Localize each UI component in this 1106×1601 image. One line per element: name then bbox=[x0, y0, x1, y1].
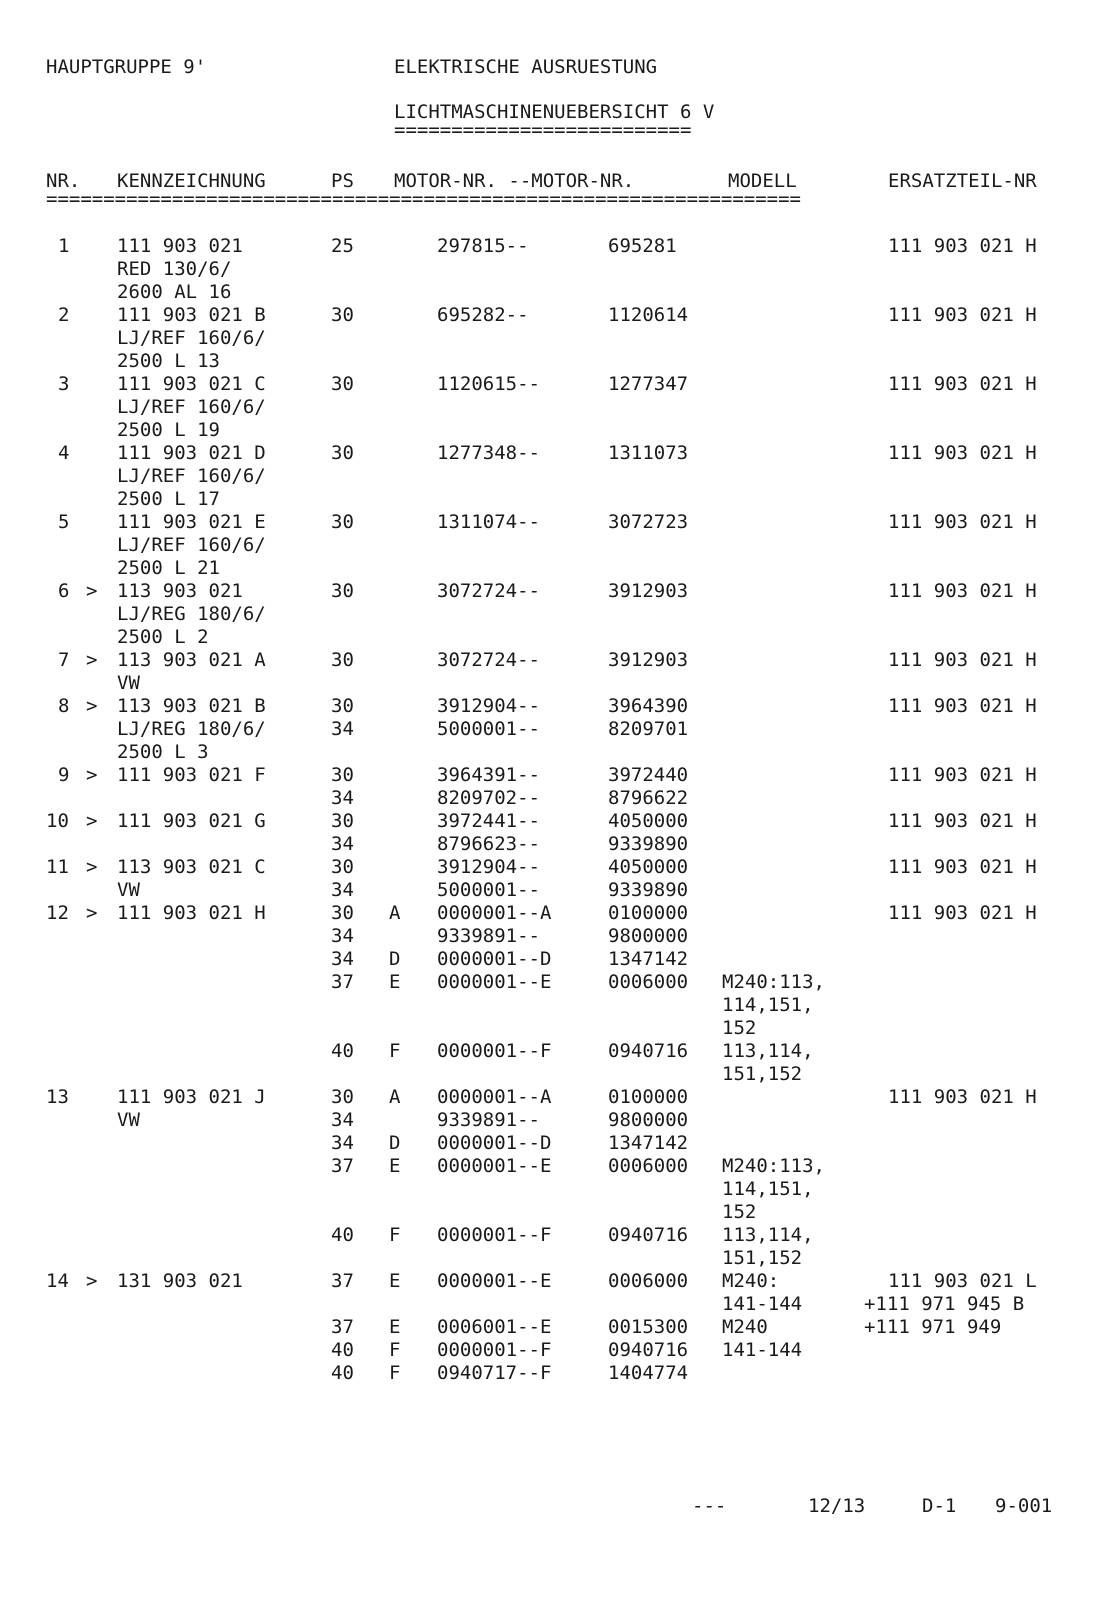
footer-code: D-1 bbox=[922, 1495, 957, 1517]
kennzeichnung-line: LJ/REG 180/6/ bbox=[117, 718, 266, 740]
footer-dashes: --- bbox=[692, 1495, 727, 1517]
motor-nr-to: 0015300 bbox=[608, 1316, 689, 1338]
ps-value: 40 bbox=[331, 1224, 354, 1246]
motor-nr-from: 0000001--A bbox=[437, 1086, 552, 1108]
motor-nr-to: 8209701 bbox=[608, 718, 689, 740]
ps-value: 25 bbox=[331, 235, 354, 257]
ps-value: 37 bbox=[331, 1270, 354, 1292]
motor-nr-from: 0006001--E bbox=[437, 1316, 552, 1338]
motor-code: D bbox=[389, 1132, 401, 1154]
ersatzteil-nr: 111 903 021 H bbox=[888, 764, 1037, 786]
page-title: ELEKTRISCHE AUSRUESTUNG bbox=[394, 56, 658, 78]
ersatzteil-nr: 111 903 021 H bbox=[888, 810, 1037, 832]
row-number: 11 bbox=[46, 856, 69, 878]
footer-page-number: 12/13 bbox=[808, 1495, 866, 1517]
kennzeichnung-line: RED 130/6/ bbox=[117, 258, 232, 280]
motor-nr-to: 3964390 bbox=[608, 695, 689, 717]
ersatzteil-nr: 111 903 021 H bbox=[888, 856, 1037, 878]
motor-nr-to: 4050000 bbox=[608, 856, 689, 878]
modell-value: M240: bbox=[722, 1270, 780, 1292]
motor-nr-to: 3072723 bbox=[608, 511, 689, 533]
kennzeichnung-line: 111 903 021 E bbox=[117, 511, 266, 533]
row-number: 6 bbox=[58, 580, 70, 602]
ersatzteil-nr: 111 903 021 H bbox=[888, 235, 1037, 257]
col-header-modell: MODELL bbox=[728, 170, 797, 192]
modell-value: M240:113, bbox=[722, 1155, 825, 1177]
motor-code: F bbox=[389, 1040, 401, 1062]
motor-nr-to: 8796622 bbox=[608, 787, 689, 809]
row-number: 5 bbox=[58, 511, 70, 533]
kennzeichnung-line: 111 903 021 D bbox=[117, 442, 266, 464]
motor-code: D bbox=[389, 948, 401, 970]
ps-value: 30 bbox=[331, 649, 354, 671]
motor-nr-to: 1347142 bbox=[608, 1132, 689, 1154]
col-header-motor-nr: MOTOR-NR. --MOTOR-NR. bbox=[394, 170, 635, 192]
motor-nr-to: 0006000 bbox=[608, 1155, 689, 1177]
subtitle-underline: ========================== bbox=[394, 119, 692, 141]
kennzeichnung-line: 111 903 021 J bbox=[117, 1086, 266, 1108]
modell-value: 113,114, bbox=[722, 1224, 814, 1246]
row-number: 8 bbox=[58, 695, 70, 717]
ps-value: 30 bbox=[331, 695, 354, 717]
motor-nr-from: 9339891-- bbox=[437, 1109, 540, 1131]
motor-nr-from: 5000001-- bbox=[437, 718, 540, 740]
motor-nr-from: 8796623-- bbox=[437, 833, 540, 855]
motor-nr-to: 3912903 bbox=[608, 649, 689, 671]
motor-nr-from: 0000001--D bbox=[437, 948, 552, 970]
change-marker: > bbox=[86, 695, 98, 717]
motor-nr-from: 0940717--F bbox=[437, 1362, 552, 1384]
motor-code: E bbox=[389, 1316, 401, 1338]
motor-nr-to: 9339890 bbox=[608, 833, 689, 855]
page-subtitle: LICHTMASCHINENUEBERSICHT 6 V bbox=[394, 101, 715, 123]
col-header-kennzeichnung: KENNZEICHNUNG bbox=[117, 170, 266, 192]
modell-value: 141-144 bbox=[722, 1339, 803, 1361]
kennzeichnung-line: 2500 L 2 bbox=[117, 626, 209, 648]
ps-value: 30 bbox=[331, 764, 354, 786]
kennzeichnung-line: 111 903 021 G bbox=[117, 810, 266, 832]
motor-nr-to: 3972440 bbox=[608, 764, 689, 786]
kennzeichnung-line: 113 903 021 bbox=[117, 580, 243, 602]
motor-nr-from: 3972441-- bbox=[437, 810, 540, 832]
change-marker: > bbox=[86, 902, 98, 924]
modell-value: M240 bbox=[722, 1316, 768, 1338]
motor-nr-from: 9339891-- bbox=[437, 925, 540, 947]
ersatzteil-nr: 111 903 021 H bbox=[888, 442, 1037, 464]
kennzeichnung-line: LJ/REG 180/6/ bbox=[117, 603, 266, 625]
ps-value: 30 bbox=[331, 442, 354, 464]
kennzeichnung-line: 113 903 021 B bbox=[117, 695, 266, 717]
kennzeichnung-line: 2500 L 21 bbox=[117, 557, 220, 579]
change-marker: > bbox=[86, 856, 98, 878]
kennzeichnung-line: VW bbox=[117, 1109, 140, 1131]
motor-nr-from: 0000001--F bbox=[437, 1224, 552, 1246]
motor-nr-to: 9339890 bbox=[608, 879, 689, 901]
modell-value: 114,151, bbox=[722, 994, 814, 1016]
ersatzteil-nr: 111 903 021 H bbox=[888, 511, 1037, 533]
kennzeichnung-line: 2500 L 17 bbox=[117, 488, 220, 510]
ps-value: 34 bbox=[331, 879, 354, 901]
modell-value: 151,152 bbox=[722, 1063, 803, 1085]
motor-nr-to: 0006000 bbox=[608, 1270, 689, 1292]
motor-nr-to: 0100000 bbox=[608, 902, 689, 924]
modell-value: 114,151, bbox=[722, 1178, 814, 1200]
motor-nr-from: 8209702-- bbox=[437, 787, 540, 809]
motor-nr-to: 695281 bbox=[608, 235, 677, 257]
ersatzteil-nr: 111 903 021 H bbox=[888, 580, 1037, 602]
kennzeichnung-line: LJ/REF 160/6/ bbox=[117, 327, 266, 349]
motor-nr-from: 0000001--F bbox=[437, 1040, 552, 1062]
col-header-ps: PS bbox=[331, 170, 354, 192]
motor-nr-to: 0006000 bbox=[608, 971, 689, 993]
motor-nr-from: 0000001--E bbox=[437, 971, 552, 993]
ps-value: 37 bbox=[331, 1316, 354, 1338]
motor-nr-from: 3912904-- bbox=[437, 856, 540, 878]
modell-value: 141-144 bbox=[722, 1293, 803, 1315]
row-number: 12 bbox=[46, 902, 69, 924]
header-rule: ================================================================== bbox=[46, 188, 801, 210]
kennzeichnung-line: LJ/REF 160/6/ bbox=[117, 465, 266, 487]
kennzeichnung-line: 111 903 021 bbox=[117, 235, 243, 257]
ersatzteil-nr: 111 903 021 L bbox=[888, 1270, 1037, 1292]
motor-nr-to: 9800000 bbox=[608, 1109, 689, 1131]
group-label: HAUPTGRUPPE 9' bbox=[46, 56, 207, 78]
motor-nr-from: 1120615-- bbox=[437, 373, 540, 395]
motor-nr-to: 1311073 bbox=[608, 442, 689, 464]
row-number: 4 bbox=[58, 442, 70, 464]
kennzeichnung-line: 2500 L 3 bbox=[117, 741, 209, 763]
motor-nr-to: 1404774 bbox=[608, 1362, 689, 1384]
kennzeichnung-line: VW bbox=[117, 879, 140, 901]
ps-value: 37 bbox=[331, 971, 354, 993]
motor-nr-from: 297815-- bbox=[437, 235, 529, 257]
motor-code: E bbox=[389, 1155, 401, 1177]
ersatzteil-nr: 111 903 021 H bbox=[888, 649, 1037, 671]
change-marker: > bbox=[86, 1270, 98, 1292]
change-marker: > bbox=[86, 810, 98, 832]
motor-nr-to: 3912903 bbox=[608, 580, 689, 602]
ersatzteil-nr: 111 903 021 H bbox=[888, 1086, 1037, 1108]
kennzeichnung-line: LJ/REF 160/6/ bbox=[117, 396, 266, 418]
ps-value: 30 bbox=[331, 856, 354, 878]
motor-nr-to: 4050000 bbox=[608, 810, 689, 832]
modell-value: 152 bbox=[722, 1017, 757, 1039]
ps-value: 30 bbox=[331, 511, 354, 533]
ps-value: 34 bbox=[331, 833, 354, 855]
motor-nr-from: 3964391-- bbox=[437, 764, 540, 786]
row-number: 7 bbox=[58, 649, 70, 671]
row-number: 2 bbox=[58, 304, 70, 326]
motor-nr-to: 9800000 bbox=[608, 925, 689, 947]
footer-doc-number: 9-001 bbox=[995, 1495, 1053, 1517]
ersatzteil-nr: 111 903 021 H bbox=[888, 304, 1037, 326]
ersatzteil-nr: +111 971 945 B bbox=[864, 1293, 1025, 1315]
kennzeichnung-line: VW bbox=[117, 672, 140, 694]
motor-code: F bbox=[389, 1362, 401, 1384]
ps-value: 30 bbox=[331, 580, 354, 602]
motor-nr-from: 0000001--E bbox=[437, 1270, 552, 1292]
kennzeichnung-line: 131 903 021 bbox=[117, 1270, 243, 1292]
row-number: 13 bbox=[46, 1086, 69, 1108]
motor-code: E bbox=[389, 1270, 401, 1292]
kennzeichnung-line: 113 903 021 A bbox=[117, 649, 266, 671]
modell-value: 151,152 bbox=[722, 1247, 803, 1269]
kennzeichnung-line: 111 903 021 C bbox=[117, 373, 266, 395]
motor-code: E bbox=[389, 971, 401, 993]
ps-value: 30 bbox=[331, 304, 354, 326]
motor-nr-to: 0940716 bbox=[608, 1224, 689, 1246]
col-header-ersatzteil: ERSATZTEIL-NR bbox=[888, 170, 1037, 192]
motor-nr-from: 1311074-- bbox=[437, 511, 540, 533]
ps-value: 37 bbox=[331, 1155, 354, 1177]
ps-value: 30 bbox=[331, 373, 354, 395]
ersatzteil-nr: 111 903 021 H bbox=[888, 373, 1037, 395]
motor-nr-from: 5000001-- bbox=[437, 879, 540, 901]
ps-value: 34 bbox=[331, 948, 354, 970]
motor-nr-from: 0000001--D bbox=[437, 1132, 552, 1154]
row-number: 10 bbox=[46, 810, 69, 832]
ps-value: 34 bbox=[331, 1132, 354, 1154]
ps-value: 40 bbox=[331, 1362, 354, 1384]
motor-code: F bbox=[389, 1224, 401, 1246]
ersatzteil-nr: 111 903 021 H bbox=[888, 695, 1037, 717]
motor-nr-from: 1277348-- bbox=[437, 442, 540, 464]
ps-value: 34 bbox=[331, 925, 354, 947]
modell-value: 113,114, bbox=[722, 1040, 814, 1062]
motor-nr-to: 1120614 bbox=[608, 304, 689, 326]
kennzeichnung-line: LJ/REF 160/6/ bbox=[117, 534, 266, 556]
kennzeichnung-line: 2500 L 13 bbox=[117, 350, 220, 372]
motor-nr-from: 695282-- bbox=[437, 304, 529, 326]
motor-nr-to: 0940716 bbox=[608, 1040, 689, 1062]
motor-nr-from: 0000001--F bbox=[437, 1339, 552, 1361]
kennzeichnung-line: 2500 L 19 bbox=[117, 419, 220, 441]
ps-value: 40 bbox=[331, 1040, 354, 1062]
ps-value: 30 bbox=[331, 1086, 354, 1108]
ps-value: 30 bbox=[331, 810, 354, 832]
motor-nr-to: 0940716 bbox=[608, 1339, 689, 1361]
motor-nr-from: 3912904-- bbox=[437, 695, 540, 717]
motor-code: A bbox=[389, 902, 401, 924]
ps-value: 34 bbox=[331, 718, 354, 740]
change-marker: > bbox=[86, 580, 98, 602]
row-number: 14 bbox=[46, 1270, 69, 1292]
ps-value: 40 bbox=[331, 1339, 354, 1361]
row-number: 3 bbox=[58, 373, 70, 395]
ps-value: 34 bbox=[331, 1109, 354, 1131]
kennzeichnung-line: 2600 AL 16 bbox=[117, 281, 232, 303]
ersatzteil-nr: +111 971 949 bbox=[864, 1316, 1002, 1338]
row-number: 1 bbox=[58, 235, 70, 257]
kennzeichnung-line: 111 903 021 F bbox=[117, 764, 266, 786]
col-header-nr: NR. bbox=[46, 170, 81, 192]
ps-value: 34 bbox=[331, 787, 354, 809]
kennzeichnung-line: 111 903 021 H bbox=[117, 902, 266, 924]
kennzeichnung-line: 113 903 021 C bbox=[117, 856, 266, 878]
ps-value: 30 bbox=[331, 902, 354, 924]
ersatzteil-nr: 111 903 021 H bbox=[888, 902, 1037, 924]
motor-nr-to: 1277347 bbox=[608, 373, 689, 395]
motor-code: A bbox=[389, 1086, 401, 1108]
row-number: 9 bbox=[58, 764, 70, 786]
kennzeichnung-line: 111 903 021 B bbox=[117, 304, 266, 326]
motor-nr-from: 0000001--E bbox=[437, 1155, 552, 1177]
change-marker: > bbox=[86, 649, 98, 671]
motor-code: F bbox=[389, 1339, 401, 1361]
motor-nr-from: 3072724-- bbox=[437, 649, 540, 671]
modell-value: 152 bbox=[722, 1201, 757, 1223]
motor-nr-to: 0100000 bbox=[608, 1086, 689, 1108]
motor-nr-to: 1347142 bbox=[608, 948, 689, 970]
modell-value: M240:113, bbox=[722, 971, 825, 993]
motor-nr-from: 3072724-- bbox=[437, 580, 540, 602]
motor-nr-from: 0000001--A bbox=[437, 902, 552, 924]
change-marker: > bbox=[86, 764, 98, 786]
